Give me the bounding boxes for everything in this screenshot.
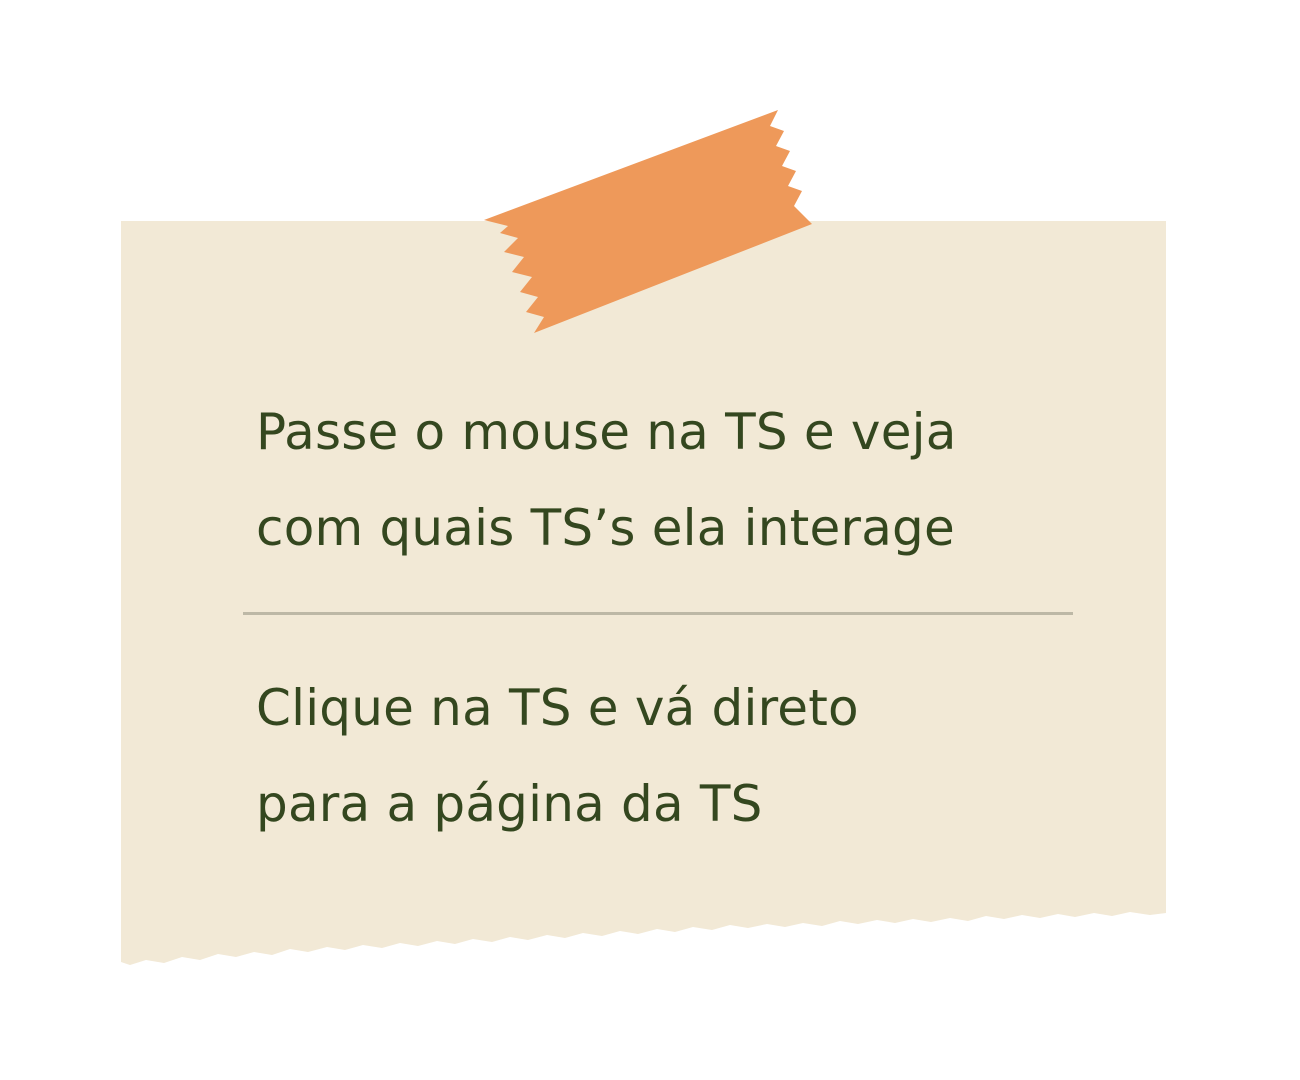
hover-instruction bbox=[256, 384, 1116, 576]
hover-instruction-line-2: com quais TS’s ela interage bbox=[256, 499, 955, 557]
click-instruction-line-1: Clique na TS e vá direto bbox=[256, 679, 859, 737]
paper-note bbox=[121, 221, 1166, 965]
click-instruction-line-2: para a página da TS bbox=[256, 775, 763, 833]
section-divider bbox=[243, 612, 1073, 615]
click-instruction bbox=[256, 660, 1116, 852]
hover-instruction-line-1: Passe o mouse na TS e veja bbox=[256, 403, 957, 461]
